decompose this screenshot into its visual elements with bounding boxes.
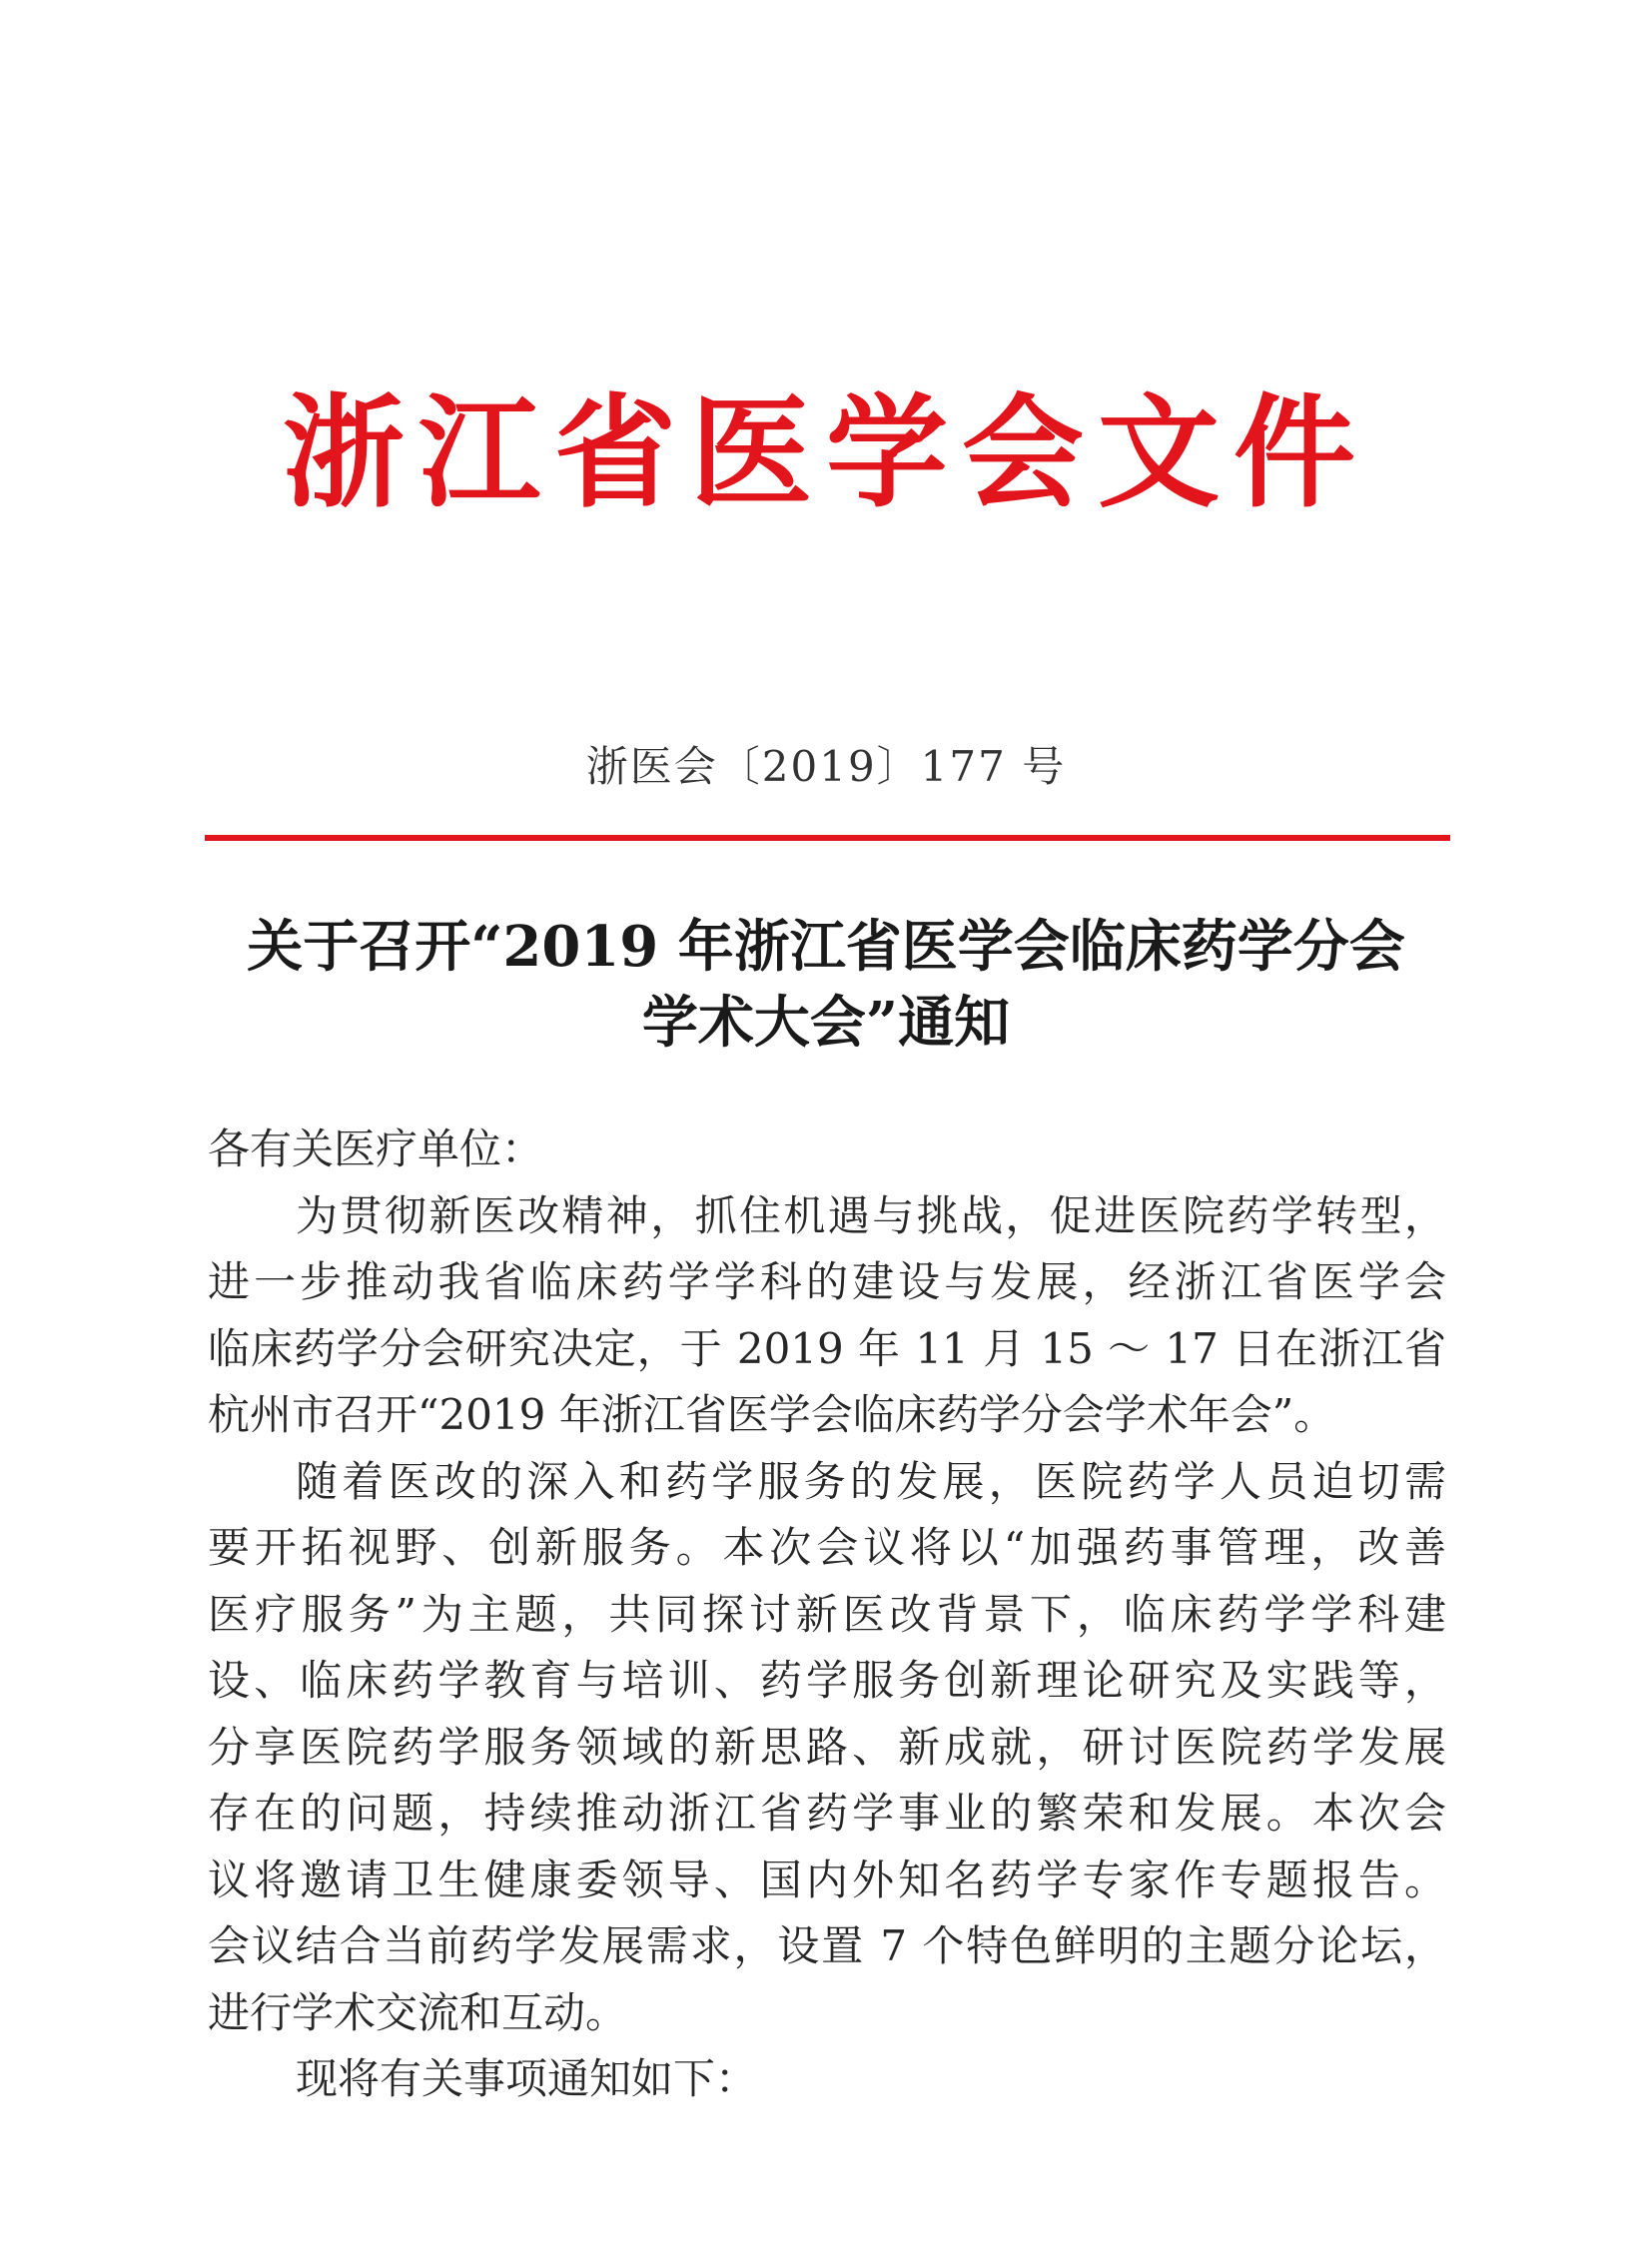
paragraph-2-line: 设、临床药学教育与培训、药学服务创新理论研究及实践等， [208,1656,1446,1705]
notice-title-line-1: 关于召开“2019 年浙江省医学会临床药学分会 [247,914,1405,980]
salutation: 各有关医疗单位： [208,1124,544,1173]
paragraph-3: 现将有关事项通知如下： [296,2054,758,2103]
paragraph-1 [208,1183,1446,1449]
paragraph-1-line: 杭州市召开“2019 年浙江省医学会临床药学分会学术年会”。 [208,1390,1336,1439]
red-divider-rule [205,835,1450,841]
document-number: 浙医会〔2019〕177 号 [585,742,1067,791]
paragraph-2-line: 会议结合当前药学发展需求，设置 7 个特色鲜明的主题分论坛， [208,1921,1446,1970]
paragraph-2-line: 分享医院药学服务领域的新思路、新成就，研讨医院药学发展 [208,1722,1446,1772]
paragraph-2-line: 要开拓视野、创新服务。本次会议将以“加强药事管理，改善 [208,1523,1446,1572]
paragraph-2-line: 议将邀请卫生健康委领导、国内外知名药学专家作专题报告。 [208,1855,1446,1904]
paragraph-1-line: 进一步推动我省临床药学学科的建设与发展，经浙江省医学会 [208,1257,1446,1306]
paragraph-2 [208,1449,1446,2047]
paragraph-2-line: 随着医改的深入和药学服务的发展，医院药学人员迫切需 [296,1456,1446,1506]
document-header-title: 浙江省医学会文件 [283,380,1369,524]
paragraph-1-line: 为贯彻新医改精神，抓住机遇与挑战，促进医院药学转型， [296,1190,1446,1240]
paragraph-1-line: 临床药学分会研究决定，于 2019 年 11 月 15 ～ 17 日在浙江省 [208,1323,1446,1373]
notice-body [208,1117,1446,2113]
notice-title [160,909,1492,1061]
paragraph-2-line: 存在的问题，持续推动浙江省药学事业的繁荣和发展。本次会 [208,1789,1446,1838]
paragraph-2-line: 医疗服务”为主题，共同探讨新医改背景下，临床药学学科建 [208,1589,1446,1639]
paragraph-2-line: 进行学术交流和互动。 [208,1987,628,2037]
notice-title-line-2: 学术大会”通知 [641,990,1011,1056]
